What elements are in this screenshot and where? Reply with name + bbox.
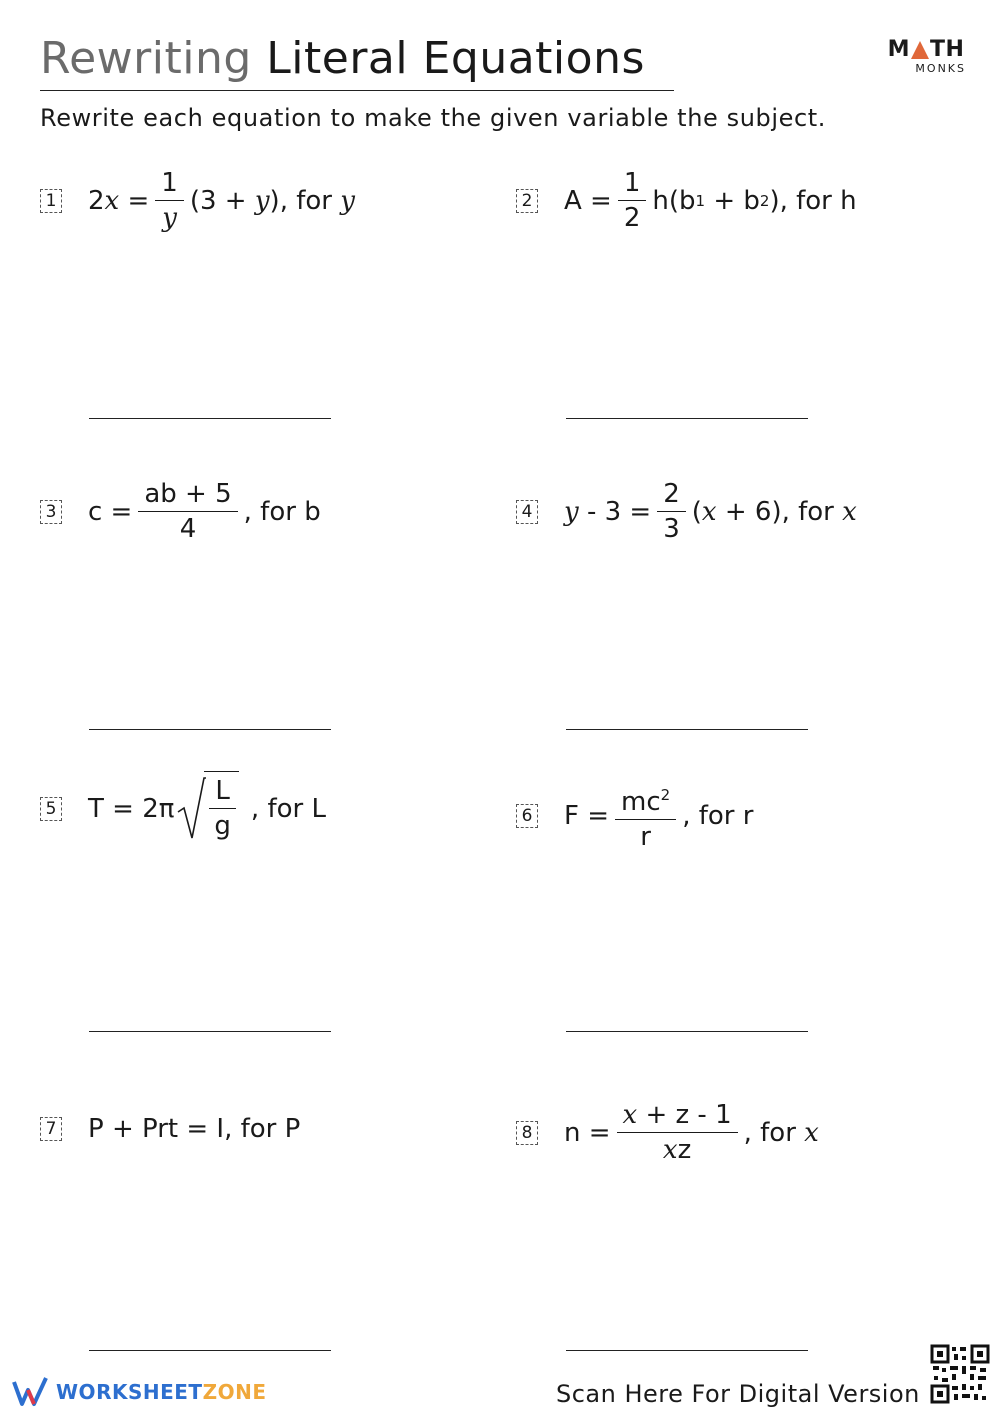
lhs: n =	[564, 1117, 611, 1148]
variable: y	[254, 185, 270, 216]
logo-letters-th: TH	[929, 37, 965, 62]
numerator	[615, 780, 676, 820]
brand-text-1: WORKSHEET	[56, 1380, 203, 1404]
problem-7	[40, 1114, 300, 1144]
answer-line-1[interactable]	[89, 418, 331, 419]
lhs: F =	[564, 801, 610, 831]
title-block	[40, 34, 674, 91]
denominator-rest: z	[677, 1135, 692, 1165]
expression-close: ), for h	[769, 185, 857, 216]
expression: + 6), for	[724, 496, 834, 527]
subscript: 1	[695, 191, 706, 210]
equals-sign: =	[127, 185, 150, 216]
answer-line-5[interactable]	[89, 1031, 331, 1032]
target-variable: y	[340, 185, 355, 216]
for-text: for	[296, 185, 332, 216]
problem-number: 3	[40, 500, 62, 524]
instructions: Rewrite each equation to make the given variable the subject.	[40, 104, 827, 132]
expression-close: ),	[269, 185, 288, 216]
expression: , for r	[682, 801, 754, 831]
denominator: 2	[623, 203, 641, 233]
fraction	[155, 168, 184, 233]
problem-3	[40, 479, 321, 544]
answer-line-6[interactable]	[566, 1031, 808, 1032]
variable: y	[564, 496, 579, 527]
fraction	[615, 780, 676, 852]
denominator: y	[162, 203, 177, 233]
problem-4	[516, 479, 857, 544]
answer-line-7[interactable]	[89, 1350, 331, 1351]
fraction	[617, 1100, 738, 1165]
denominator: 3	[663, 514, 680, 544]
math-monks-logo	[886, 38, 966, 75]
fraction	[618, 168, 647, 233]
denominator	[657, 1133, 697, 1165]
numerator: L	[209, 776, 236, 809]
lhs: T = 2π	[88, 794, 175, 824]
title-part-1: Rewriting	[40, 33, 252, 84]
lhs: c =	[88, 496, 133, 527]
expression: + b	[713, 185, 760, 216]
lhs: A =	[564, 185, 612, 216]
problem-6	[516, 780, 753, 852]
numerator	[617, 1100, 738, 1133]
expression: P + Prt = I, for P	[88, 1114, 301, 1144]
radicand-fraction	[204, 771, 239, 841]
scan-caption: Scan Here For Digital Version	[556, 1380, 920, 1408]
problem-1	[40, 168, 355, 233]
worksheet-zone-logo-icon	[12, 1376, 48, 1408]
denominator: 4	[179, 514, 197, 544]
title-part-2: Literal Equations	[266, 33, 645, 84]
target-variable: x	[804, 1117, 819, 1148]
fraction	[138, 479, 237, 544]
expression: h(b	[652, 185, 696, 216]
lhs: - 3 =	[586, 496, 652, 527]
numerator: ab + 5	[138, 479, 237, 512]
variable: x	[622, 1100, 638, 1130]
numerator: 1	[618, 168, 647, 201]
paren-open: (	[691, 496, 702, 527]
denominator: g	[214, 811, 231, 841]
answer-line-2[interactable]	[566, 418, 808, 419]
square-root	[176, 776, 245, 842]
fraction	[657, 479, 686, 544]
variable: x	[104, 185, 120, 216]
expression: , for b	[243, 496, 321, 527]
problem-2	[516, 168, 857, 233]
numerator: 1	[155, 168, 184, 201]
problem-number: 2	[516, 189, 538, 213]
worksheet-zone-brand	[12, 1376, 266, 1408]
qr-code-icon[interactable]	[930, 1344, 990, 1404]
answer-line-3[interactable]	[89, 729, 331, 730]
numerator-rest: + z - 1	[645, 1100, 732, 1130]
subscript: 2	[759, 191, 770, 210]
variable: x	[701, 496, 717, 527]
answer-line-4[interactable]	[566, 729, 808, 730]
problem-number: 8	[516, 1121, 538, 1145]
problem-number: 5	[40, 797, 62, 821]
logo-letter-m: M	[887, 37, 910, 62]
numerator: 2	[657, 479, 686, 512]
logo-subtext: MONKS	[915, 62, 966, 75]
logo-triangle-icon	[911, 41, 929, 59]
answer-line-8[interactable]	[566, 1350, 808, 1351]
denominator: r	[640, 822, 651, 852]
problem-5	[40, 776, 326, 842]
target-variable: x	[842, 496, 857, 527]
expression: , for L	[250, 794, 326, 824]
numerator-base: mc	[621, 787, 661, 817]
brand-text-2: ZONE	[202, 1380, 267, 1404]
problem-number: 6	[516, 804, 538, 828]
page-title	[40, 34, 674, 84]
expression: , for	[743, 1117, 796, 1148]
expression: (3 +	[189, 185, 247, 216]
variable: x	[662, 1135, 678, 1165]
problem-number: 7	[40, 1117, 62, 1141]
problem-number: 1	[40, 189, 62, 213]
exponent: 2	[660, 786, 671, 804]
lhs: 2	[88, 185, 105, 216]
problem-number: 4	[516, 500, 538, 524]
problem-8	[516, 1100, 819, 1165]
radical-sign-icon	[176, 776, 206, 842]
